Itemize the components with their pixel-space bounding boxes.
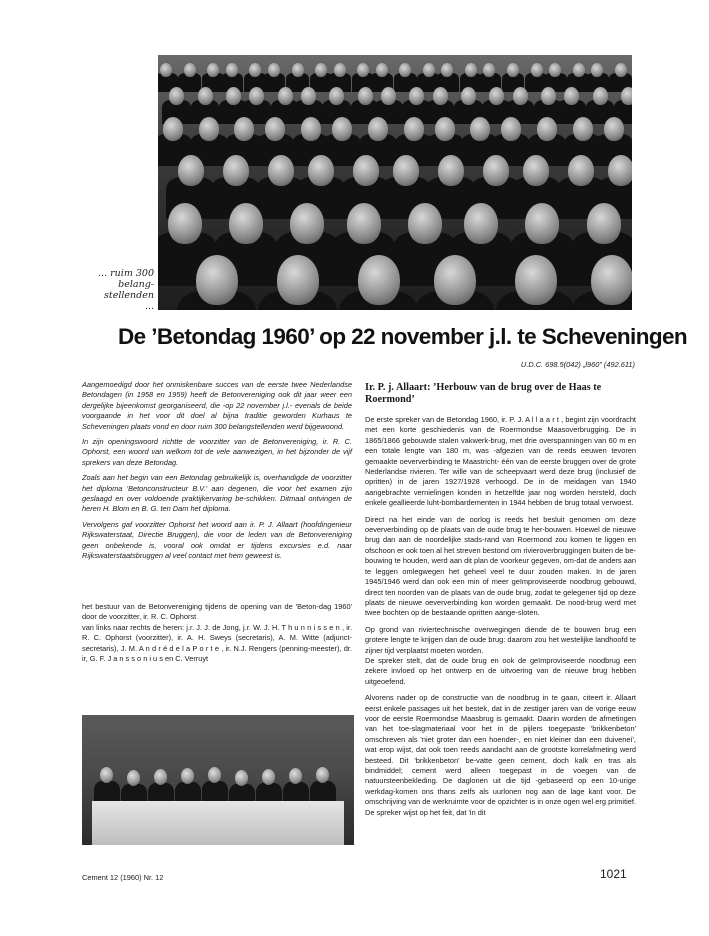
attendee-head (515, 255, 557, 305)
lecture-paragraph-2: Direct na het einde van de oorlog is reeds het besluit genomen om deze oeververbinding op de plaats van de oude brug te her-bouwen. Hoewel de nieuwe brug dan aan de noordelijke stads-rand van Roermond zou komen te liggen en ofschoon er ook toen al het streven bestond om rivieroverbruggingen buiten de be-bouwing te houden, werd aan dit plan de voorkeur gegeven, om-dat de anders aan te leggen omlegwegen het geheel veel te duur zouden maken. In de jaren 1945/1946 werd dan ook een min of meer geïmproviseerde noodbrug gebouwd, direct ten noorden van de plaats van de oude brug, zodat te gelegener tijd op deze plaats de nieuwe oeververbinding kon worden gemaakt. De nood-brug werd met twee bochten op de bestaande opritten aange-sloten. (365, 514, 636, 618)
attendee-head (464, 203, 498, 244)
board-photo-caption (82, 602, 352, 664)
attendee-head (393, 155, 419, 186)
attendee-head (268, 63, 280, 77)
article-headline: De ’Betondag 1960’ op 22 november j.l. te Scheveningen (118, 324, 688, 349)
lecture-paragraph-5: Alvorens nader op de constructie van de noodbrug in te gaan, citeert ir. Allaart eerst enkele passages uit het bestek, dat in de zestiger jaren van de vorige eeuw voor de eerste Roermondse Maasbrug is gemaakt. Daarin worden de afmetingen van het toe-slagmateriaal voor het in de pijlers toegepaste 'brikkenbeton' omschreven als 'niet groter dan een hoender-, en niet kleiner dan een duiveneí', wat erop wijst, dat ook toen reeds aandacht aan de grootste korrelafmeting werd besteed. Dit 'brikkenbeton' be-vatte geen cement, doch kalk en tras als bindmiddel; cement werd alleen toegepast in de voegen van de natuursteenbekleding. De daglonen uit die tijd -gebaseerd op een 10-urige werkdag-komen ons thans zeIfs als uurlonen nog aan de lage kant voor. De omschrijving van de werkruimte voor de opzichter is in onze ogen wel erg primitief. De spreker wijst op het feit, dat 'in dit (365, 693, 636, 817)
attendee-head (434, 255, 476, 305)
attendee-head (438, 155, 464, 186)
attendee-head (408, 203, 442, 244)
attendee-head (376, 63, 388, 77)
board-member-head (235, 770, 248, 786)
attendee-head (483, 155, 509, 186)
attendee-head (501, 117, 521, 141)
attendee-head (525, 203, 559, 244)
attendee-head (277, 255, 319, 305)
attendee-head (223, 155, 249, 186)
audience-photo (158, 55, 632, 310)
board-names-line: van links naar rechts de heren: j.r. J. J. de Jong, j.r. W. J. H. T h u n n i s s e n , ir. R. C. Ophorst (voorzitter), ir. A. H. Sweys (secretaris), A. M. Witte (adjunct-secretaris), J. M. A n d r é d e l a P o r t e , ir. N.J. Rengers (penning-meester), dr. ir, G. F. J a n s s o n i u s en C. Verruyt (82, 622, 352, 664)
board-caption-line: het bestuur van de Betonvereniging tijdens de opening van de 'Beton-dag 1960' door de voorzitter, ir. R. C. Ophorst (82, 602, 352, 622)
lecture-paragraph-4: De spreker stelt, dat de oude brug en ook de geïmproviseerde noodbrug een zekere invloed op het ontwerp en de uitvoering van de nieuwe brug hebben uitgeoefend. (365, 655, 636, 686)
attendee-head (593, 87, 608, 105)
attendee-head (568, 155, 594, 186)
audience-photo-caption: ... ruim 300 belang- stellenden ... (98, 268, 154, 312)
board-table (92, 801, 344, 845)
attendee-head (465, 63, 477, 77)
journal-reference: Cement 12 (1960) Nr. 12 (82, 873, 164, 882)
attendee-head (198, 87, 213, 105)
right-column (365, 380, 636, 824)
attendee-head (541, 87, 556, 105)
attendee-head (409, 87, 424, 105)
board-member-head (181, 768, 194, 784)
board-member-head (262, 769, 275, 785)
attendee-head (587, 203, 621, 244)
attendee-head (332, 117, 352, 141)
board-member-head (208, 767, 221, 783)
attendee-head (234, 117, 254, 141)
attendee-head (615, 63, 627, 77)
attendee-head (347, 203, 381, 244)
attendee-head (168, 203, 202, 244)
attendee-head (381, 87, 396, 105)
attendee-head (564, 87, 579, 105)
attendee-head (292, 63, 304, 77)
attendee-head (178, 155, 204, 186)
attendee-head (268, 155, 294, 186)
board-member-head (154, 769, 167, 785)
attendee-head (334, 63, 346, 77)
attendee-head (507, 63, 519, 77)
attendee-head (353, 155, 379, 186)
attendee-head (537, 117, 557, 141)
board-member-head (127, 770, 140, 786)
attendee-head (308, 155, 334, 186)
attendee-head (531, 63, 543, 77)
attendee-head (226, 87, 241, 105)
attendee-head (523, 155, 549, 186)
attendee-head (433, 87, 448, 105)
attendee-head (404, 117, 424, 141)
attendee-head (229, 203, 263, 244)
attendee-head (329, 87, 344, 105)
attendee-head (163, 117, 183, 141)
attendee-head (249, 87, 264, 105)
attendee-head (573, 63, 585, 77)
attendee-head (368, 117, 388, 141)
attendee-head (358, 255, 400, 305)
attendee-head (196, 255, 238, 305)
board-member-head (316, 767, 329, 783)
attendee-head (573, 117, 593, 141)
lecture-paragraph-1: De erste spreker van de Betondag 1960, ir. P. J. A l l a a r t , begint zijn voordracht met een korte geschiedenis van de Roermondse Maasoverbrugging. De in 1865/1866 gebouwde stalen vakwerk-brug, met drie overspanningen van 60 m en een totale lengte van 180 m, was -afgezien van de reeds eeuwen tevoren gemaakte oeververbinding te Maastricht- één van de eerste bruggen over de grote Nederlandse rivieren. Ter wille van de scheepvaart werd deze brug (inclusief de opritten) in de jaren 1927/1928 verhoogd. De in de meidagen van 1940 aangebrachte vernielingen konden in hetzelfde jaar nog worden hersteld, doch enkele geallieerde luht-bombardementen in 1944 hebben de brug totaal verwoest. (365, 415, 636, 508)
attendee-head (489, 87, 504, 105)
attendee-head (461, 87, 476, 105)
attendee-head (358, 87, 373, 105)
lecture-subheading: Ir. P. j. Allaart: ’Herbouw van de brug over de Haas te Roermond’ (365, 382, 602, 405)
speaker-intro-paragraph: Vervolgens gaf voorzitter Ophorst het woord aan ir. P. J. Allaart (hoofdingenieur Rijkswaterstaat, Directie Bruggen), die voor de leden van de Betonvereniging geen onbekende is, vooral ook omdat er tijdens excursies e.d. naar Rijkswaterstaatsbruggen al veel contact met hem geweest is. (82, 519, 352, 561)
page-number: 1021 (600, 867, 627, 881)
udc-classification: U.D.C. 698.5(042) „l960” (492.611) (520, 360, 635, 369)
attendee-head (549, 63, 561, 77)
attendee-head (226, 63, 238, 77)
attendee-head (513, 87, 528, 105)
attendee-head (290, 203, 324, 244)
lecture-paragraph-3: Op grond van riviertechnische overwegingen diende de te bouwen brug een grotere lengte te krijgen dan de oude brug: daarom zou het westelijke landhoofd te zijner tijd verplaatst moeten worden. (365, 624, 636, 655)
attendee-head (591, 255, 633, 305)
intro-paragraph: Aangemoedigd door het onmiskenbare succes van de eerste twee Nederlandse Betondagen (in 1958 en 1959) heeft de Betonvereniging ook dit jaar weer een dergelijke bijeenkomst georganiseerd, die -op 22 november j.l.- evenals de beide voorgaande in het voor dit doel al bijna traditie geworden Kurhaus te Scheveningen plaats vond en door ruim 300 belangstellenden werd bijgewoond. (82, 380, 352, 431)
attendee-head (604, 117, 624, 141)
board-photo (82, 715, 354, 845)
left-column (82, 380, 352, 567)
attendee-head (435, 117, 455, 141)
attendee-head (265, 117, 285, 141)
attendee-head (301, 87, 316, 105)
opening-paragraph: In zijn openingswoord richtte de voorzitter van de Betonvereniging, ir. R. C. Ophorst, een woord van welkom tot de vele aanwezigen, in het bijzonder de vijf sprekers van deze Betondag. (82, 437, 352, 467)
attendee-head (184, 63, 196, 77)
attendee-head (423, 63, 435, 77)
attendee-head (278, 87, 293, 105)
attendee-head (621, 87, 632, 105)
attendee-head (199, 117, 219, 141)
diploma-paragraph: Zoals aan het begin van een Betondag gebruikelijk is, overhandigde de voorzitter het diploma 'Betonconstructeur B.V.' aan degenen, die voor het examen zijn geslaagd en over voldoende praktijkervaring be-schikken. Ditmaal ontvingen de heren H. Blom en B. G. ten Dam het diploma. (82, 473, 352, 514)
attendee-head (315, 63, 327, 77)
attendee-head (470, 117, 490, 141)
board-member-head (289, 768, 302, 784)
attendee-head (301, 117, 321, 141)
attendee-head (608, 155, 632, 186)
board-member-head (100, 767, 113, 783)
attendee-head (169, 87, 184, 105)
